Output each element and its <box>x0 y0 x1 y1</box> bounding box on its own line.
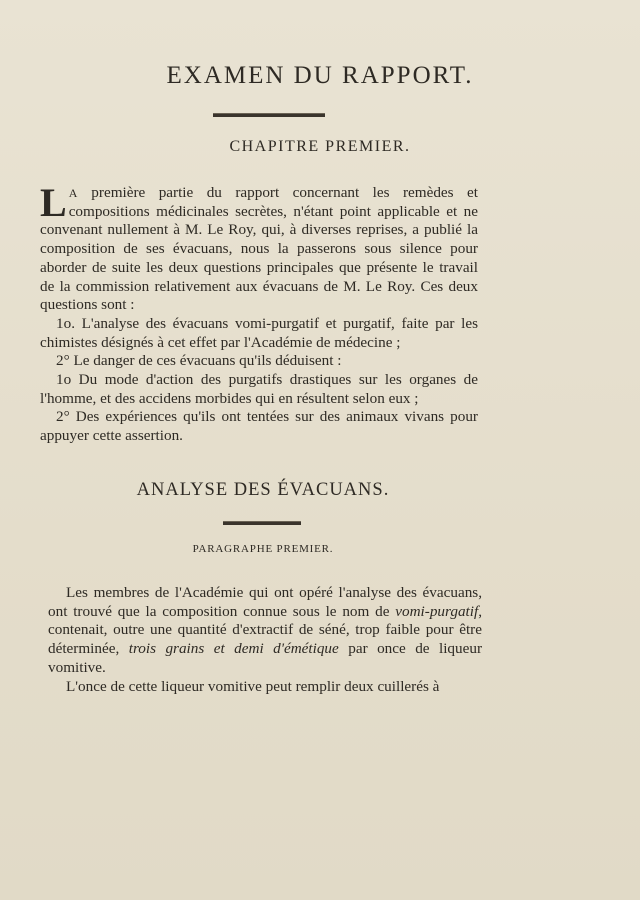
chapter-heading: CHAPITRE PREMIER. <box>229 138 411 155</box>
point-2: 2° Le danger de ces évacuans qu'ils déduisent : <box>56 352 342 370</box>
analysis-text-c: par once de liqueur vomitive. <box>48 640 482 676</box>
analysis-text-block <box>48 584 482 696</box>
analysis-italic-dose: trois grains et demi d'émétique <box>128 640 339 658</box>
page-title: EXAMEN DU RAPPORT. <box>166 62 474 89</box>
analysis-paragraph-2: L'once de cette liqueur vomitive peut remplir deux cuillerés à <box>66 677 440 695</box>
paragraph-heading: PARAGRAPHE PREMIER. <box>192 543 334 555</box>
intro-smallcaps: A <box>68 186 78 200</box>
drop-cap: L <box>40 180 67 225</box>
analysis-italic-vomi-purgatif: vomi-purgatif <box>395 602 479 620</box>
point-2-sub-2: 2° Des expériences qu'ils ont tentées sur des animaux vivans pour appuyer cette assertion. <box>40 408 478 445</box>
analysis-text-a: Les membres de l'Académie qui ont opéré l'analyse des évacuans, ont trouvé que la composition connue sous le nom de <box>48 584 482 620</box>
section-heading: ANALYSE DES ÉVACUANS. <box>136 480 390 500</box>
analysis-text-b: , contenait, outre une quantité d'extractif de séné, trop faible pour être déterminée, <box>48 602 482 658</box>
intro-paragraph <box>40 180 478 315</box>
point-1: 1o. L'analyse des évacuans vomi-purgatif et purgatif, faite par les chimistes désignés à cet effet par l'Académie de médecine ; <box>40 314 478 351</box>
intro-text: première partie du rapport concernant les remèdes et compositions médicinales secrètes, n'étant point applicable et ne convenant nullement à M. Le Roy, qui, à diverses reprises, a publié la composition de ses évacuans, nous la passerons sous silence pour aborder de suite les deux questions principales que présente le travail de la commission relativement aux évacuans de M. Le Roy. Ces deux questions sont : <box>40 184 478 314</box>
section-divider <box>223 521 301 525</box>
analysis-paragraph-1 <box>48 584 482 678</box>
point-2-sub-1: 1o Du mode d'action des purgatifs drastiques sur les organes de l'homme, et des accidens morbides qui en résultent selon eux ; <box>40 371 478 407</box>
intro-text-block <box>40 180 478 446</box>
title-divider <box>213 113 325 117</box>
